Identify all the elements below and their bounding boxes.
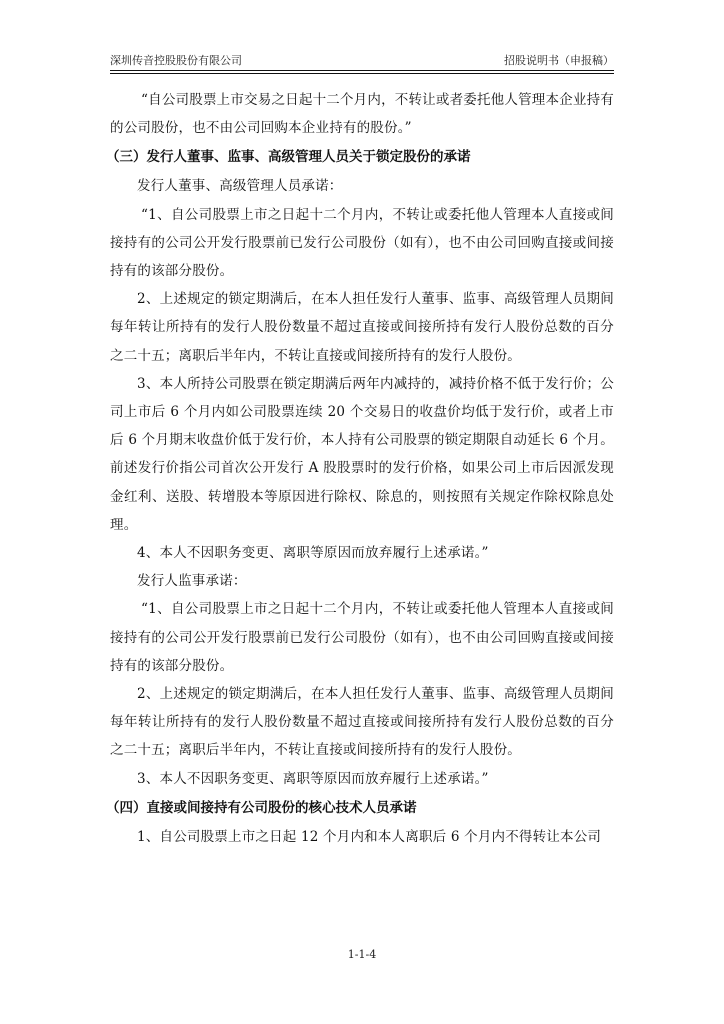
- header-document-title: 招股说明书（申报稿）: [504, 54, 614, 67]
- document-body: [106, 86, 614, 851]
- paragraph: “1、自公司股票上市之日起十二个月内，不转让或委托他人管理本人直接或间接持有的公司公开发行股票前已发行公司股份（如有），也不由公司回购直接或间接持有的该部分股份。: [110, 601, 614, 674]
- page-number: 1-1-4: [347, 948, 377, 961]
- section-heading: （三）发行人董事、监事、高级管理人员关于锁定股份的承诺: [106, 149, 471, 166]
- paragraph: 1、自公司股票上市之日起 12 个月内和本人离职后 6 个月内不得转让本公司: [137, 828, 602, 845]
- header-rule-thick: [110, 70, 614, 71]
- header-company-name: 深圳传音控股股份有限公司: [110, 54, 242, 67]
- paragraph: 4、本人不因职务变更、离职等原因而放弃履行上述承诺。”: [137, 545, 489, 562]
- page-header: [110, 52, 614, 70]
- paragraph: 3、本人不因职务变更、离职等原因而放弃履行上述承诺。”: [137, 770, 489, 787]
- paragraph: “1、自公司股票上市之日起十二个月内，不转让或委托他人管理本人直接或间接持有的公司公开发行股票前已发行公司股份（如有），也不由公司回购直接或间接持有的该部分股份。: [110, 206, 614, 280]
- paragraph: 2、上述规定的锁定期满后，在本人担任发行人董事、监事、高级管理人员期间每年转让所持有的发行人股份数量不超过直接或间接所持有发行人股份总数的百分之二十五；离职后半年内，不转让直接或间接所持有的发行人股份。: [110, 291, 614, 364]
- paragraph: 发行人董事、高级管理人员承诺：: [137, 178, 343, 195]
- paragraph: 发行人监事承诺：: [137, 573, 247, 590]
- header-rule-thin: [110, 73, 614, 74]
- paragraph: 2、上述规定的锁定期满后，在本人担任发行人董事、监事、高级管理人员期间每年转让所持有的发行人股份数量不超过直接或间接所持有发行人股份总数的百分之二十五；离职后半年内，不转让直接或间接所持有的发行人股份。: [110, 686, 614, 759]
- section-heading: （四）直接或间接持有公司股份的核心技术人员承诺: [106, 799, 417, 816]
- paragraph: “自公司股票上市交易之日起十二个月内，不转让或者委托他人管理本企业持有的公司股份，也不由公司回购本企业持有的股份。”: [110, 92, 614, 137]
- paragraph: 3、本人所持公司股票在锁定期满后两年内减持的，减持价格不低于发行价；公司上市后 6 个月内如公司股票连续 20 个交易日的收盘价均低于发行价，或者上市后 6 个月期末收盘价低于发行价，本人持有公司股票的锁定期限自动延长 6 个月。前述发行价指公司首次公开发行 A 股股票时的发行价格，如果公司上市后因派发现金红利、送股、转增股本等原因进行除权、除息的，则按照有关规定作除权除息处理。: [110, 375, 614, 533]
